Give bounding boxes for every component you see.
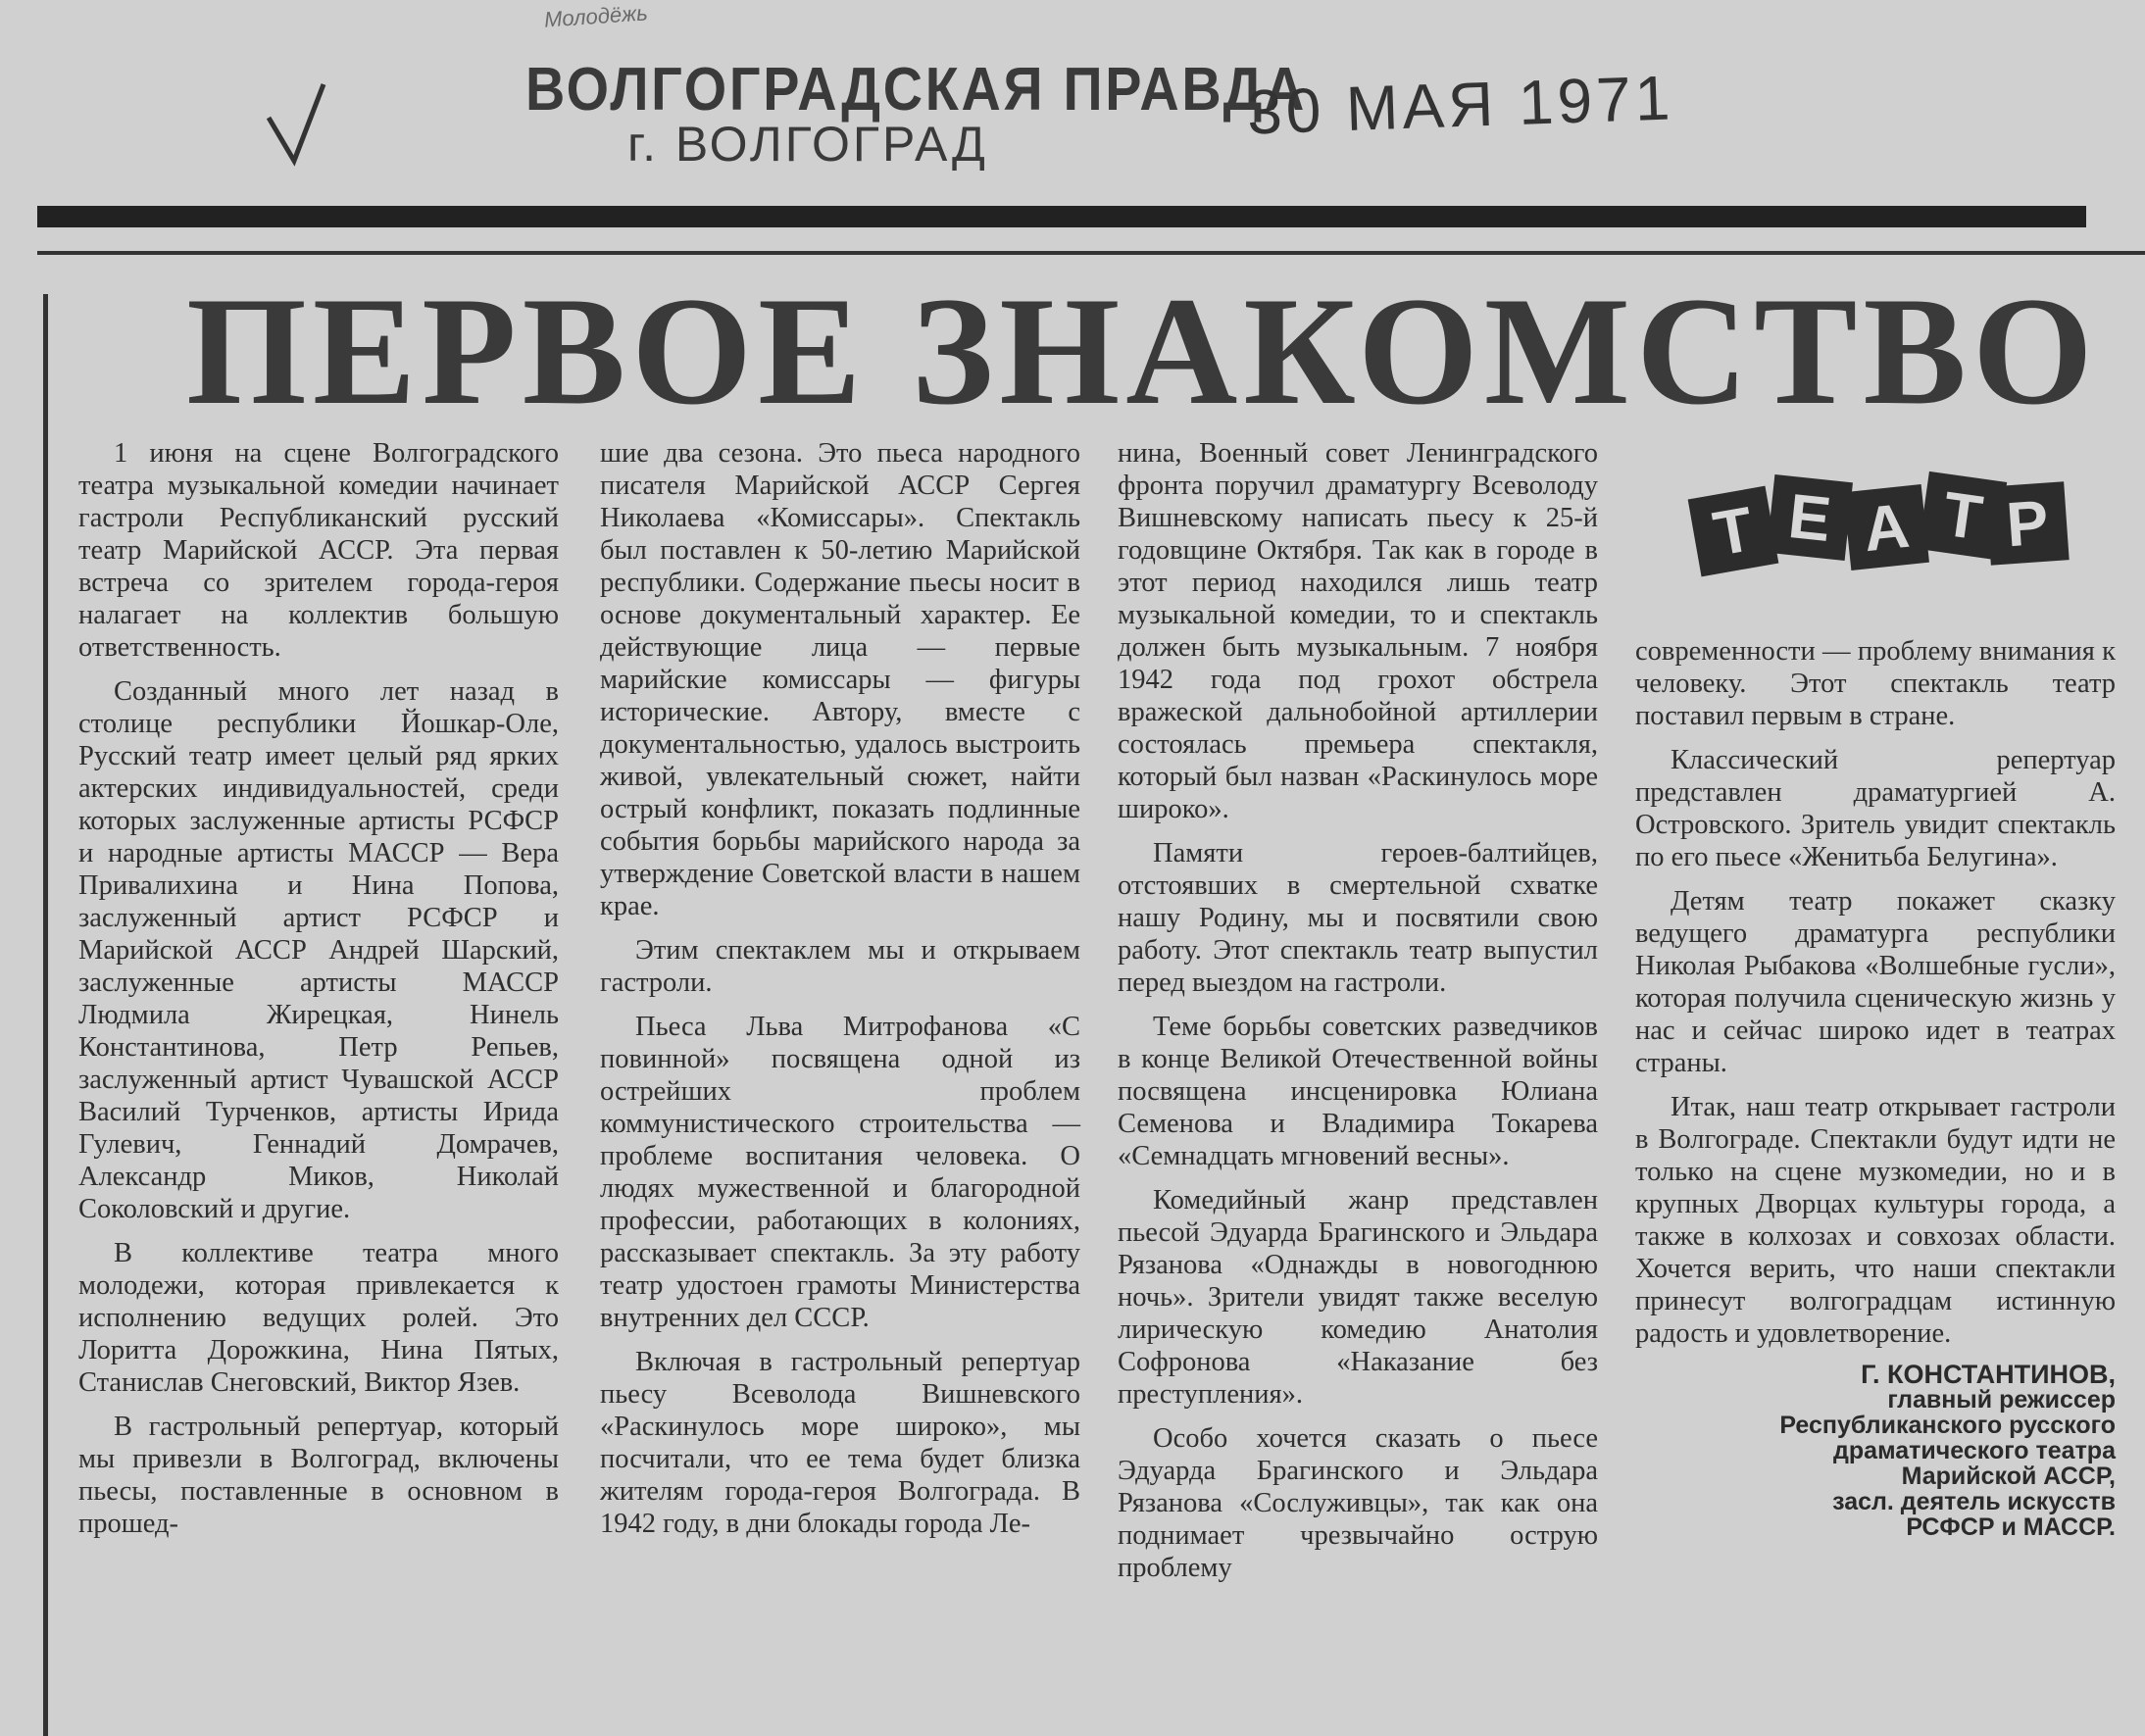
header-rule-thin — [37, 251, 2145, 255]
rubric-letter: Р — [1985, 481, 2069, 565]
paragraph: нина, Военный совет Ленинградского фронта поручил драматургу Всеволоду Вишневскому написать пьесу к 25-й годовщине Октября. Так как в городе в этот период находился лишь театр музыкальной комедии, то и спектакль должен быть музыкальным. 7 ноября 1942 года под грохот обстрела вражеской дальнобойной артиллерии состоялась премьера спектакля, который был назван «Раскинулось море широко». — [1118, 438, 1598, 824]
paragraph: Памяти героев-балтийцев, отстоявших в смертельной схватке нашу Родину, мы и посвятили свою работу. Этот спектакль театр выпустил перед выездом на гастроли. — [1118, 838, 1598, 998]
author-role: Республиканского русского — [1779, 1412, 2116, 1439]
paragraph: Созданный много лет назад в столице республики Йошкар-Оле, Русский театр имеет целый ряд ярких актерских индивидуальностей, среди которых заслуженные артисты РСФСР и народные артисты МАССР — Вера Привалихина и Нина Попова, заслуженный артист РСФСР и Марийской АССР Андрей Шарский, заслуженные артисты МАССР Людмила Жирецкая, Нинель Константинова, Петр Репьев, заслуженный артист Чувашской АССР Василий Турченков, артисты Ирида Гулевич, Геннадий Домрачев, Александр Миков, Николай Соколовский и другие. — [78, 676, 559, 1224]
rubric-theatre — [1694, 471, 2067, 588]
article-column-2 — [600, 437, 1080, 1552]
publication-name: ВОЛГОГРАДСКАЯ ПРАВДА — [525, 56, 1308, 124]
header-rule-thick — [37, 206, 2086, 227]
publication-date: 30 МАЯ 1971 — [1245, 62, 1675, 148]
author-name: Г. КОНСТАНТИНОВ, — [1861, 1360, 2116, 1389]
author-role: главный режиссер — [1887, 1386, 2116, 1414]
paragraph: В гастрольный репертуар, который мы привезли в Волгоград, включены пьесы, поставленные в основном в прошед- — [78, 1412, 559, 1539]
paragraph: Комедийный жанр представлен пьесой Эдуарда Брагинского и Эльдара Рязанова «Однажды в новогоднюю ночь». Зрители увидят также веселую лирическую комедию Анатолия Софронова «Наказание без преступления». — [1118, 1185, 1598, 1410]
paragraph: Теме борьбы советских разведчиков в конце Великой Отечественной войны посвящена инсценировка Юлиана Семенова и Владимира Токарева «Семнадцать мгновений весны». — [1118, 1012, 1598, 1171]
rubric-letter: Т — [1688, 486, 1779, 577]
paragraph: Детям театр покажет сказку ведущего драматурга республики Николая Рыбакова «Волшебные гусли», которая получила сценическую жизнь у нас и сейчас широко идет в театрах страны. — [1635, 886, 2116, 1078]
paragraph: Особо хочется сказать о пьесе Эдуарда Брагинского и Эльдара Рязанова «Сослуживцы», так как она поднимает чрезвычайно острую проблему — [1118, 1423, 1598, 1583]
paragraph: В коллективе театра много молодежи, которая привлекается к исполнению ведущих ролей. Это Лоритта Дорожкина, Нина Пятых, Станислав Снеговский, Виктор Язев. — [78, 1238, 559, 1398]
paragraph: Включая в гастрольный репертуар пьесу Всеволода Вишневского «Раскинулось море широко», мы посчитали, что ее тема будет близка жителям города-героя Волгограда. В 1942 году, в дни блокады города Ле- — [600, 1347, 1080, 1539]
rubric-letter: Т — [1919, 471, 2007, 560]
rubric-letter: А — [1843, 484, 1929, 570]
paragraph: 1 июня на сцене Волгоградского театра музыкальной комедии начинает гастроли Республиканский русский театр Марийской АССР. Эта первая встреча со зрителем города-героя налагает на коллектив большую ответственность. — [78, 438, 559, 663]
paragraph: шие два сезона. Это пьеса народного писателя Марийской АССР Сергея Николаева «Комиссары». Спектакль был поставлен к 50-летию Марийской республики. Содержание пьесы носит в основе документальный характер. Ее действующие лица — первые марийские комиссары — фигуры исторические. Автору, вместе с документальностью, удалось выстроить живой, увлекательный сюжет, найти острый конфликт, показать подлинные события борьбы марийского народа за утверждение Советской власти в нашем крае. — [600, 438, 1080, 921]
article-column-3 — [1118, 437, 1598, 1596]
author-byline — [1635, 1362, 2116, 1540]
author-role: драматического театра — [1833, 1437, 2116, 1464]
article-headline: ПЕРВОЕ ЗНАКОМСТВО — [186, 266, 2099, 437]
stamp-small-text: Молодёжь — [543, 0, 649, 32]
paragraph: Итак, наш театр открывает гастроли в Волгограде. Спектакли будут идти не только на сцене музкомедии, но и в крупных Дворцах культуры города, а также в колхозах и совхозах области. Хочется верить, что наши спектакли принесут волгоградцам истинную радость и удовлетворение. — [1635, 1092, 2116, 1349]
rubric-letter: Е — [1767, 474, 1853, 561]
paragraph: современности — проблему внимания к человеку. Этот спектакль театр поставил первым в стране. — [1635, 636, 2116, 731]
author-role: засл. деятель искусств — [1832, 1488, 2116, 1515]
left-border-rule — [43, 294, 48, 1736]
author-role: Марийской АССР, — [1901, 1463, 2116, 1490]
publication-city: г. ВОЛГОГРАД — [627, 117, 988, 172]
article-column-4 — [1635, 635, 2116, 1540]
paragraph: Классический репертуар представлен драматургией А. Островского. Зритель увидит спектакль по его пьесе «Женитьба Белугина». — [1635, 745, 2116, 872]
article-column-1 — [78, 437, 559, 1552]
checkmark-mark — [265, 78, 333, 167]
author-role: РСФСР и МАССР. — [1906, 1513, 2116, 1541]
paragraph: Пьеса Льва Митрофанова «С повинной» посвящена одной из острейших проблем коммунистического строительства — проблеме воспитания человека. О людях мужественной и благородной профессии, работающих в колониях, рассказывает спектакль. За эту работу театр удостоен грамоты Министерства внутренних дел СССР. — [600, 1012, 1080, 1333]
paragraph: Этим спектаклем мы и открываем гастроли. — [600, 935, 1080, 998]
